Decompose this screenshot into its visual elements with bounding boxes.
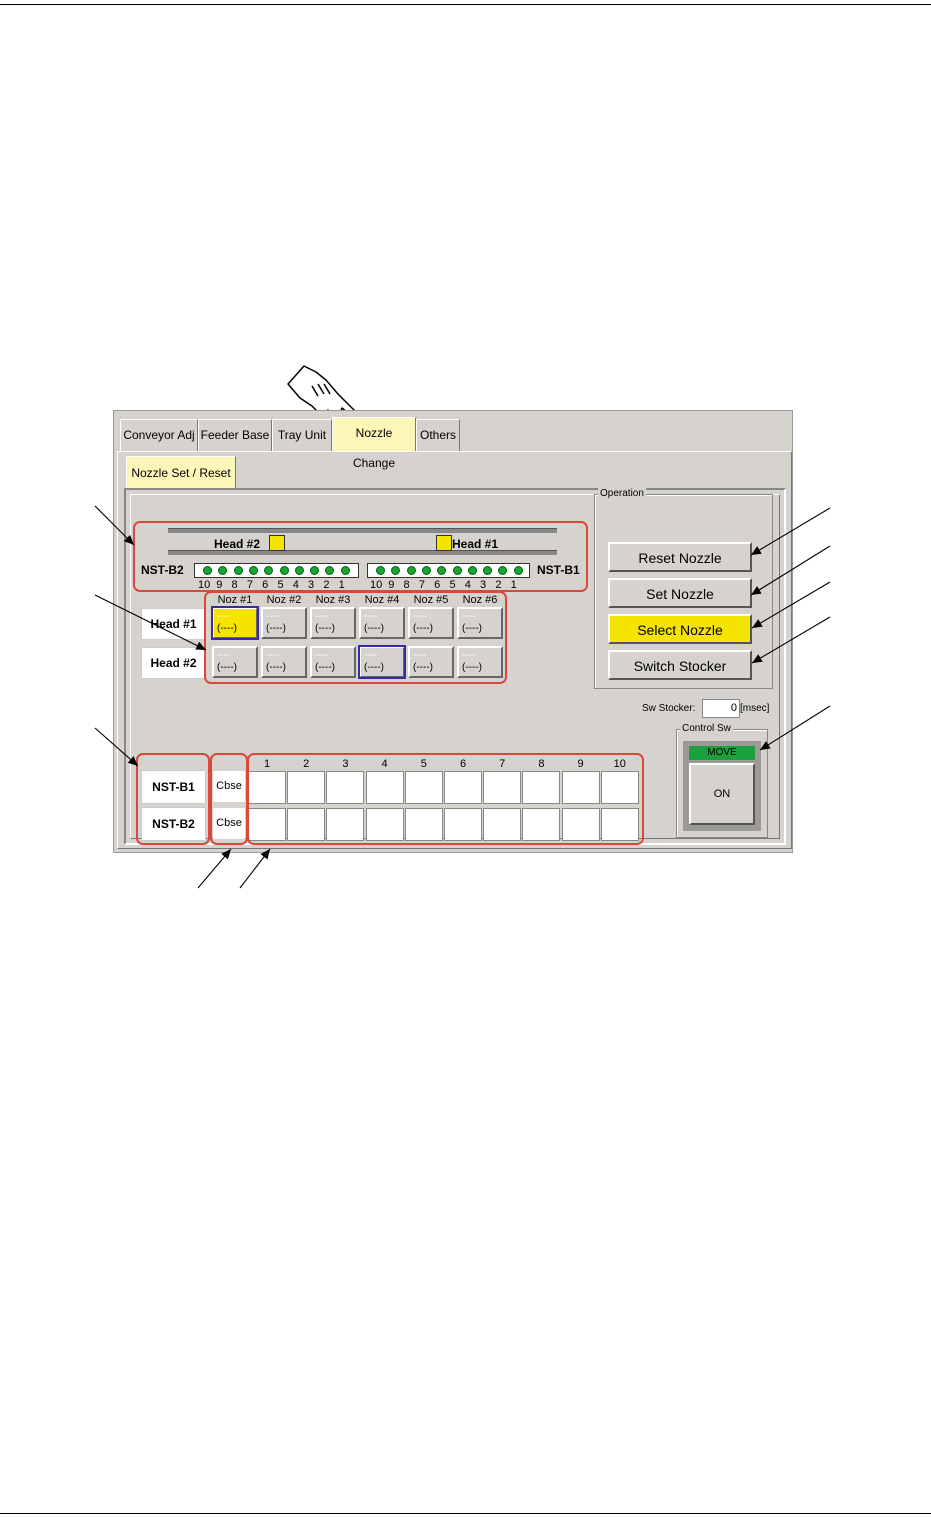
slot-number: 7: [246, 579, 253, 591]
nozzle-type: (----): [462, 662, 482, 673]
slot-number: 3: [308, 579, 315, 591]
nozzle-column-header: Noz #4: [364, 594, 400, 606]
reset-nozzle-button[interactable]: Reset Nozzle: [608, 542, 752, 572]
nozzle-type: (----): [364, 662, 384, 673]
nozzle-type: (----): [266, 623, 286, 634]
stocker-column-number: 4: [381, 758, 388, 770]
nozzle-id: ----: [364, 611, 378, 622]
nozzle-id: ----: [413, 611, 427, 622]
sw-stocker-unit: [msec]: [740, 703, 770, 714]
stocker-column-number: 5: [420, 758, 427, 770]
tab-nozzle-change[interactable]: Nozzle Change: [332, 417, 416, 452]
nozzle-column-header: Noz #1: [217, 594, 253, 606]
slot-number: 5: [449, 579, 456, 591]
control-sw-status: MOVE: [689, 746, 755, 760]
nozzle-type: (----): [315, 662, 335, 673]
nozzle-id: ----: [217, 611, 231, 622]
stocker-column-number: 2: [303, 758, 310, 770]
stocker-column-number: 7: [499, 758, 506, 770]
nozzle-type: (----): [462, 623, 482, 634]
nozzle-column-header: Noz #6: [462, 594, 498, 606]
stocker-type-b2: Cbse: [213, 808, 245, 839]
head1-label: Head #1: [452, 537, 499, 551]
control-sw-on-button[interactable]: ON: [689, 763, 755, 825]
slot-number: 6: [262, 579, 269, 591]
tab-feeder-base[interactable]: Feeder Base: [198, 419, 272, 451]
slot-number: 1: [510, 579, 517, 591]
nozzle-column-header: Noz #3: [315, 594, 351, 606]
slot-number: 1: [338, 579, 345, 591]
stocker-column-number: 8: [538, 758, 545, 770]
slot-number: 10: [198, 579, 211, 591]
sw-stocker-label: Sw Stocker:: [642, 703, 696, 714]
tab-others[interactable]: Others: [416, 419, 460, 451]
nozzle-type: (----): [364, 623, 384, 634]
stocker-type-b1: Cbse: [213, 771, 245, 802]
select-nozzle-button[interactable]: Select Nozzle: [608, 614, 752, 644]
slot-number: 10: [370, 579, 383, 591]
slot-number: 6: [434, 579, 441, 591]
switch-stocker-button[interactable]: Switch Stocker: [608, 650, 752, 680]
slot-number: 9: [216, 579, 223, 591]
tab-nozzle-set-reset[interactable]: Nozzle Set / Reset: [126, 456, 236, 488]
slot-number: 3: [480, 579, 487, 591]
nozzle-type: (----): [217, 662, 237, 673]
nozzle-id: ----: [462, 611, 476, 622]
stocker-column-number: 1: [263, 758, 271, 770]
nozzle-id: ----: [413, 650, 427, 661]
set-nozzle-button[interactable]: Set Nozzle: [608, 578, 752, 608]
nst-b1-label: NST-B1: [537, 563, 580, 577]
nozzle-type: (----): [217, 623, 237, 634]
head2-label: Head #2: [214, 537, 261, 551]
nozzle-id: ----: [315, 611, 329, 622]
tab-conveyor-adj[interactable]: Conveyor Adj: [120, 419, 198, 451]
slot-number: 4: [292, 579, 299, 591]
slot-number: 7: [418, 579, 425, 591]
stocker-row-label-b2: NST-B2: [141, 807, 206, 841]
stocker-column-number: 10: [613, 758, 626, 770]
nozzle-type: (----): [413, 623, 433, 634]
nozzle-type: (----): [413, 662, 433, 673]
nozzle-column-header: Noz #2: [266, 594, 302, 606]
nozzle-id: ----: [315, 650, 329, 661]
operation-title: Operation: [600, 488, 644, 499]
slot-number: 2: [323, 579, 330, 591]
stocker-column-number: 9: [577, 758, 584, 770]
slot-number: 5: [277, 579, 284, 591]
stocker-column-number: 3: [342, 758, 349, 770]
nozzle-type: (----): [266, 662, 286, 673]
tab-tray-unit[interactable]: Tray Unit: [272, 419, 332, 451]
stocker-column-number: 6: [459, 758, 467, 770]
control-sw-title: Control Sw: [682, 723, 731, 734]
nozzle-id: ----: [364, 650, 378, 661]
slot-number: 9: [388, 579, 395, 591]
nozzle-id: ----: [462, 650, 476, 661]
slot-number: 8: [231, 579, 238, 591]
head2-row-label: Head #2: [141, 647, 206, 679]
nozzle-id: ----: [266, 650, 280, 661]
stocker-row-label-b1: NST-B1: [141, 770, 206, 804]
nozzle-id: ----: [217, 650, 231, 661]
slot-number: 2: [495, 579, 502, 591]
nst-b2-label: NST-B2: [141, 563, 184, 577]
sw-stocker-input[interactable]: 0: [702, 699, 740, 718]
slot-number: 4: [464, 579, 471, 591]
head1-row-label: Head #1: [141, 608, 206, 640]
nozzle-id: ----: [266, 611, 280, 622]
nozzle-column-header: Noz #5: [413, 594, 449, 606]
nozzle-type: (----): [315, 623, 335, 634]
slot-number: 8: [403, 579, 410, 591]
